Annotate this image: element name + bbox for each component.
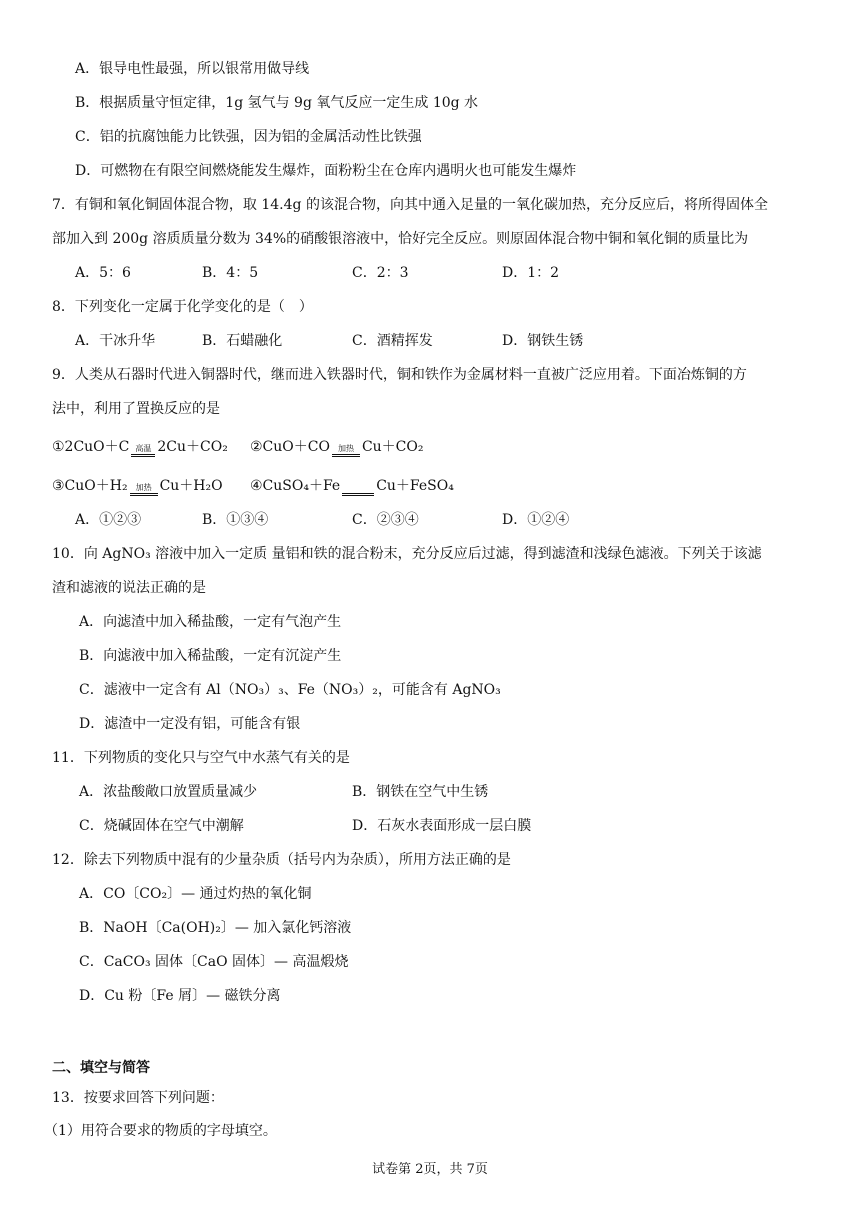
q9-option-a: A．①②③	[75, 512, 142, 528]
reaction-2	[250, 437, 423, 457]
q11-stem: 11．下列物质的变化只与空气中水蒸气有关的是	[52, 750, 350, 766]
q13-sub1: （1）用符合要求的物质的字母填空。	[44, 1123, 277, 1139]
q9-stem-line2: 法中，利用了置换反应的是	[52, 401, 220, 417]
q6-option-c: C．铝的抗腐蚀能力比铁强，因为铝的金属活动性比铁强	[75, 129, 422, 145]
reaction-4-arrow	[342, 484, 374, 496]
reaction-4	[250, 476, 454, 496]
section-2-title: 二、填空与简答	[52, 1060, 150, 1076]
q7-option-c: C．2：3	[352, 265, 409, 281]
q11-option-b: B．钢铁在空气中生锈	[352, 784, 489, 800]
reaction-1-condition: 高温	[135, 444, 152, 453]
q10-option-b: B．向滤液中加入稀盐酸，一定有沉淀产生	[79, 648, 342, 664]
q9-option-d: D．①②④	[502, 512, 570, 528]
q12-option-c: C．CaCO₃ 固体〔CaO 固体〕— 高温煅烧	[79, 954, 349, 970]
page-footer: 试卷第 2页，共 7页	[372, 1162, 488, 1177]
reaction-1-reactants: ①2CuO＋C	[52, 439, 130, 455]
q8-option-b: B．石蜡融化	[202, 333, 283, 349]
q7-option-b: B．4：5	[202, 265, 259, 281]
reaction-3-condition: 加热	[135, 483, 152, 492]
q12-option-b: B．NaOH〔Ca(OH)₂〕— 加入氯化钙溶液	[79, 920, 352, 936]
q10-option-c: C．滤液中一定含有 Al（NO₃）₃、Fe（NO₃）₂，可能含有 AgNO₃	[79, 682, 501, 698]
q7-stem-line1: 7．有铜和氧化铜固体混合物，取 14.4g 的该混合物，向其中通入足量的一氧化碳加热，充分反应后，将所得固体全	[52, 197, 768, 213]
reaction-3-products: Cu＋H₂O	[159, 478, 223, 494]
reaction-2-condition: 加热	[337, 444, 354, 453]
q11-option-c: C．烧碱固体在空气中潮解	[79, 818, 244, 834]
q9-option-b: B．①③④	[202, 512, 269, 528]
q12-option-a: A．CO〔CO₂〕— 通过灼热的氧化铜	[79, 886, 312, 902]
reaction-1-arrow	[131, 445, 155, 457]
q11-option-a: A．浓盐酸敞口放置质量减少	[79, 784, 258, 800]
reaction-3	[52, 476, 223, 496]
reaction-1-products: 2Cu＋CO₂	[157, 439, 228, 455]
q10-option-d: D．滤渣中一定没有铝，可能含有银	[79, 716, 301, 732]
q10-stem-line2: 渣和滤液的说法正确的是	[52, 580, 206, 596]
q10-stem-line1: 10．向 AgNO₃ 溶液中加入一定质 量铝和铁的混合粉末，充分反应后过滤，得到滤渣和浅绿色滤液。下列关于该滤	[52, 546, 762, 562]
reaction-3-reactants: ③CuO＋H₂	[52, 478, 128, 494]
q6-option-b: B．根据质量守恒定律，1g 氢气与 9g 氧气反应一定生成 10g 水	[75, 95, 479, 111]
q11-option-d: D．石灰水表面形成一层白膜	[352, 818, 532, 834]
q8-option-a: A．干冰升华	[75, 333, 156, 349]
reaction-4-reactants: ④CuSO₄＋Fe	[250, 478, 341, 494]
q7-stem-line2: 部加入到 200g 溶质质量分数为 34%的硝酸银溶液中，恰好完全反应。则原固体混合物中铜和氧化铜的质量比为	[52, 231, 749, 247]
q12-stem: 12．除去下列物质中混有的少量杂质（括号内为杂质），所用方法正确的是	[52, 852, 511, 868]
q8-stem: 8．下列变化一定属于化学变化的是（ ）	[52, 299, 313, 315]
q6-option-d: D．可燃物在有限空间燃烧能发生爆炸，面粉粉尘在仓库内遇明火也可能发生爆炸	[75, 163, 577, 179]
reaction-2-products: Cu＋CO₂	[361, 439, 424, 455]
q9-option-c: C．②③④	[352, 512, 419, 528]
q12-option-d: D．Cu 粉〔Fe 屑〕— 磁铁分离	[79, 988, 281, 1004]
q8-option-d: D．钢铁生锈	[502, 333, 584, 349]
q13-stem: 13．按要求回答下列问题：	[52, 1090, 224, 1106]
reaction-3-arrow	[130, 484, 158, 496]
q6-option-a: A．银导电性最强，所以银常用做导线	[75, 61, 310, 77]
reaction-2-arrow	[332, 445, 360, 457]
reaction-1	[52, 437, 228, 457]
q9-stem-line1: 9．人类从石器时代进入铜器时代，继而进入铁器时代，铜和铁作为金属材料一直被广泛应用着。下面冶炼铜的方	[52, 367, 747, 383]
q8-option-c: C．酒精挥发	[352, 333, 433, 349]
q7-option-d: D．1：2	[502, 265, 560, 281]
reaction-4-products: Cu＋FeSO₄	[376, 478, 454, 494]
q10-option-a: A．向滤渣中加入稀盐酸，一定有气泡产生	[79, 614, 342, 630]
q7-option-a: A．5：6	[75, 265, 131, 281]
reaction-2-reactants: ②CuO＋CO	[250, 439, 330, 455]
